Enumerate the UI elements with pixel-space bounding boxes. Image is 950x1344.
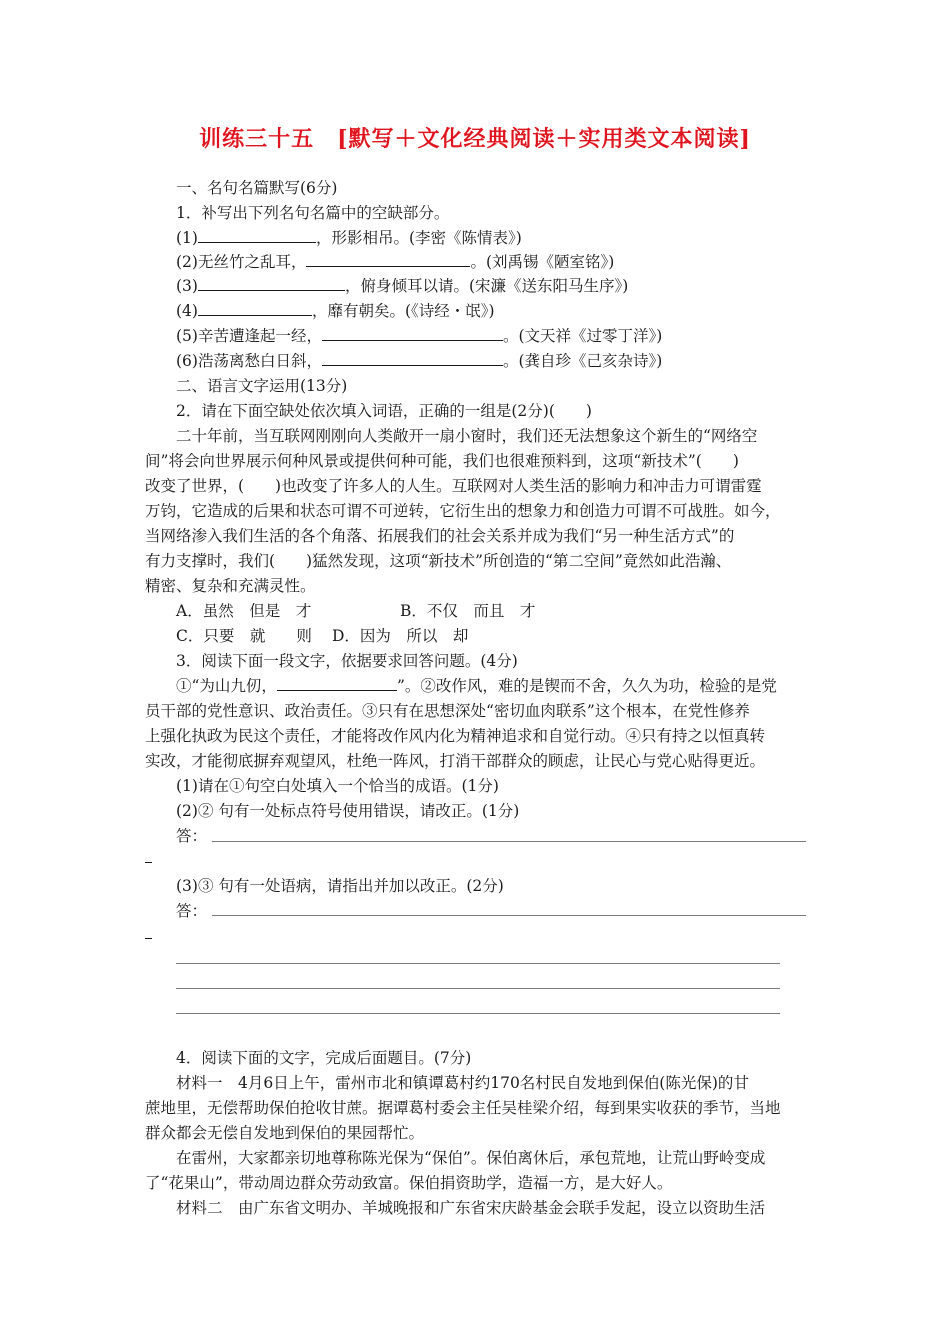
- answer-line[interactable]: [212, 915, 806, 916]
- passage-line: 材料二 由广东省文明办、羊城晚报和广东省宋庆龄基金会联手发起，设立以资助生活: [176, 1199, 766, 1217]
- question-3-sub-1: (1)请在①句空白处填入一个恰当的成语。(1分): [176, 777, 499, 795]
- passage-line: 材料一 4月6日上午，雷州市北和镇谭葛村约170名村民自发地到保伯(陈光保)的甘: [176, 1074, 749, 1092]
- fill-blank[interactable]: [322, 351, 503, 366]
- fill-item-5-pre: (5)辛苦遭逢起一经，: [176, 327, 322, 345]
- fill-item-4-post: ，靡有朝矣。(《诗经・氓》): [311, 302, 495, 320]
- fill-blank[interactable]: [198, 228, 316, 243]
- option-a[interactable]: A．虽然 但是 才: [176, 602, 312, 620]
- fill-item-3-post: ，俯身倾耳以请。(宋濂《送东阳马生序》): [344, 277, 629, 295]
- answer-line[interactable]: [176, 1013, 780, 1014]
- answer-label: 答：: [176, 827, 208, 845]
- passage-line: 有力支撑时，我们( )猛然发现，这项“新技术”所创造的“第二空间”竟然如此浩瀚、: [145, 552, 732, 570]
- passage-line: 精密、复杂和充满灵性。: [145, 577, 316, 595]
- fill-item-4: [176, 299, 495, 323]
- answer-line-tail: [145, 938, 152, 939]
- fill-blank[interactable]: [198, 276, 345, 291]
- question-4-stem: 4．阅读下面的文字，完成后面题目。(7分): [176, 1049, 472, 1067]
- section-heading-2: 二、语言文字运用(13分): [176, 377, 348, 395]
- fill-item-2-post: 。(刘禹锡《陋室铭》): [470, 253, 615, 271]
- question-1-stem: 1．补写出下列名句名篇中的空缺部分。: [176, 204, 450, 222]
- passage-line: 改变了世界，( )也改变了许多人的人生。互联网对人类生活的影响力和冲击力可谓雷霆: [145, 477, 762, 495]
- passage-line: 实改，才能彻底摒弃观望风，杜绝一阵风，打消干部群众的顾虑，让民心与党心贴得更近。: [145, 752, 766, 770]
- answer-line[interactable]: [176, 988, 780, 989]
- fill-item-6-post: 。(龚自珍《己亥杂诗》): [502, 352, 663, 370]
- fill-item-6: [176, 349, 662, 373]
- q3-first-pre: ①“为山九仞，: [176, 677, 277, 695]
- question-3-sub-3: (3)③ 句有一处语病，请指出并加以改正。(2分): [176, 877, 504, 895]
- page-title: 训练三十五 [默写＋文化经典阅读＋实用类文本阅读]: [199, 126, 751, 152]
- answer-line[interactable]: [212, 841, 806, 842]
- section-heading-1: 一、名句名篇默写(6分): [176, 179, 338, 197]
- options-row-1: [176, 599, 535, 623]
- passage-line: 上强化执政为民这个责任，才能将改作风内化为精神追求和自觉行动。④只有持之以恒真转: [145, 727, 766, 745]
- fill-item-6-pre: (6)浩荡离愁白日斜，: [176, 352, 322, 370]
- fill-blank[interactable]: [277, 676, 397, 691]
- fill-item-5: [176, 324, 662, 348]
- passage-line: 在雷州，大家都亲切地尊称陈光保为“保伯”。保伯离休后，承包荒地，让荒山野岭变成: [176, 1149, 766, 1167]
- question-2-stem: 2．请在下面空缺处依次填入词语，正确的一组是(2分)( ): [176, 402, 592, 420]
- fill-blank[interactable]: [198, 301, 312, 316]
- question-3-sub-2: (2)② 句有一处标点符号使用错误，请改正。(1分): [176, 802, 520, 820]
- passage-line: 间”将会向世界展示何种风景或提供何种可能，我们也很难预料到，这项“新技术”( ): [145, 452, 739, 470]
- fill-item-2-pre: (2)无丝竹之乱耳，: [176, 253, 307, 271]
- question-3-stem: 3．阅读下面一段文字，依据要求回答问题。(4分): [176, 652, 518, 670]
- passage-line: 员干部的党性意识、政治责任。③只有在思想深处“密切血肉联系”这个根本，在党性修养: [145, 702, 750, 720]
- fill-item-4-pre: (4): [176, 302, 198, 320]
- passage-line: 蔗地里，无偿帮助保伯抢收甘蔗。据谭葛村委会主任吴桂梁介绍，每到果实收获的季节，当地: [145, 1099, 781, 1117]
- answer-line-tail: [145, 862, 152, 863]
- fill-blank[interactable]: [322, 326, 503, 341]
- passage-line: 万钧，它造成的后果和状态可谓不可逆转，它衍生出的想象力和创造力可谓不可战胜。如今，: [145, 502, 781, 520]
- passage-line: 了“花果山”，带动周边群众劳动致富。保伯捐资助学，造福一方，是大好人。: [145, 1174, 673, 1192]
- fill-blank[interactable]: [306, 252, 470, 267]
- fill-item-1-post: ，形影相吊。(李密《陈情表》): [315, 229, 522, 247]
- answer-line[interactable]: [176, 963, 780, 964]
- answer-label: 答：: [176, 902, 208, 920]
- fill-item-2: [176, 250, 614, 274]
- q3-first-post: ”。②改作风，难的是锲而不舍，久久为功，检验的是党: [396, 677, 777, 695]
- fill-item-1: [176, 226, 522, 250]
- passage-line: [176, 674, 777, 698]
- passage-line: 当网络渗入我们生活的各个角落、拓展我们的社会关系并成为我们“另一种生活方式”的: [145, 527, 735, 545]
- options-row-2: [176, 624, 468, 648]
- fill-item-3-pre: (3): [176, 277, 198, 295]
- fill-item-3: [176, 274, 628, 298]
- option-b[interactable]: B．不仅 而且 才: [400, 602, 536, 620]
- option-c[interactable]: C．只要 就 则: [176, 627, 312, 645]
- fill-item-1-pre: (1): [176, 229, 198, 247]
- fill-item-5-post: 。(文天祥《过零丁洋》): [502, 327, 663, 345]
- option-d[interactable]: D．因为 所以 却: [332, 627, 469, 645]
- passage-line: 二十年前，当互联网刚刚向人类敞开一扇小窗时，我们还无法想象这个新生的“网络空: [176, 427, 758, 445]
- passage-line: 群众都会无偿自发地到保伯的果园帮忙。: [145, 1124, 425, 1142]
